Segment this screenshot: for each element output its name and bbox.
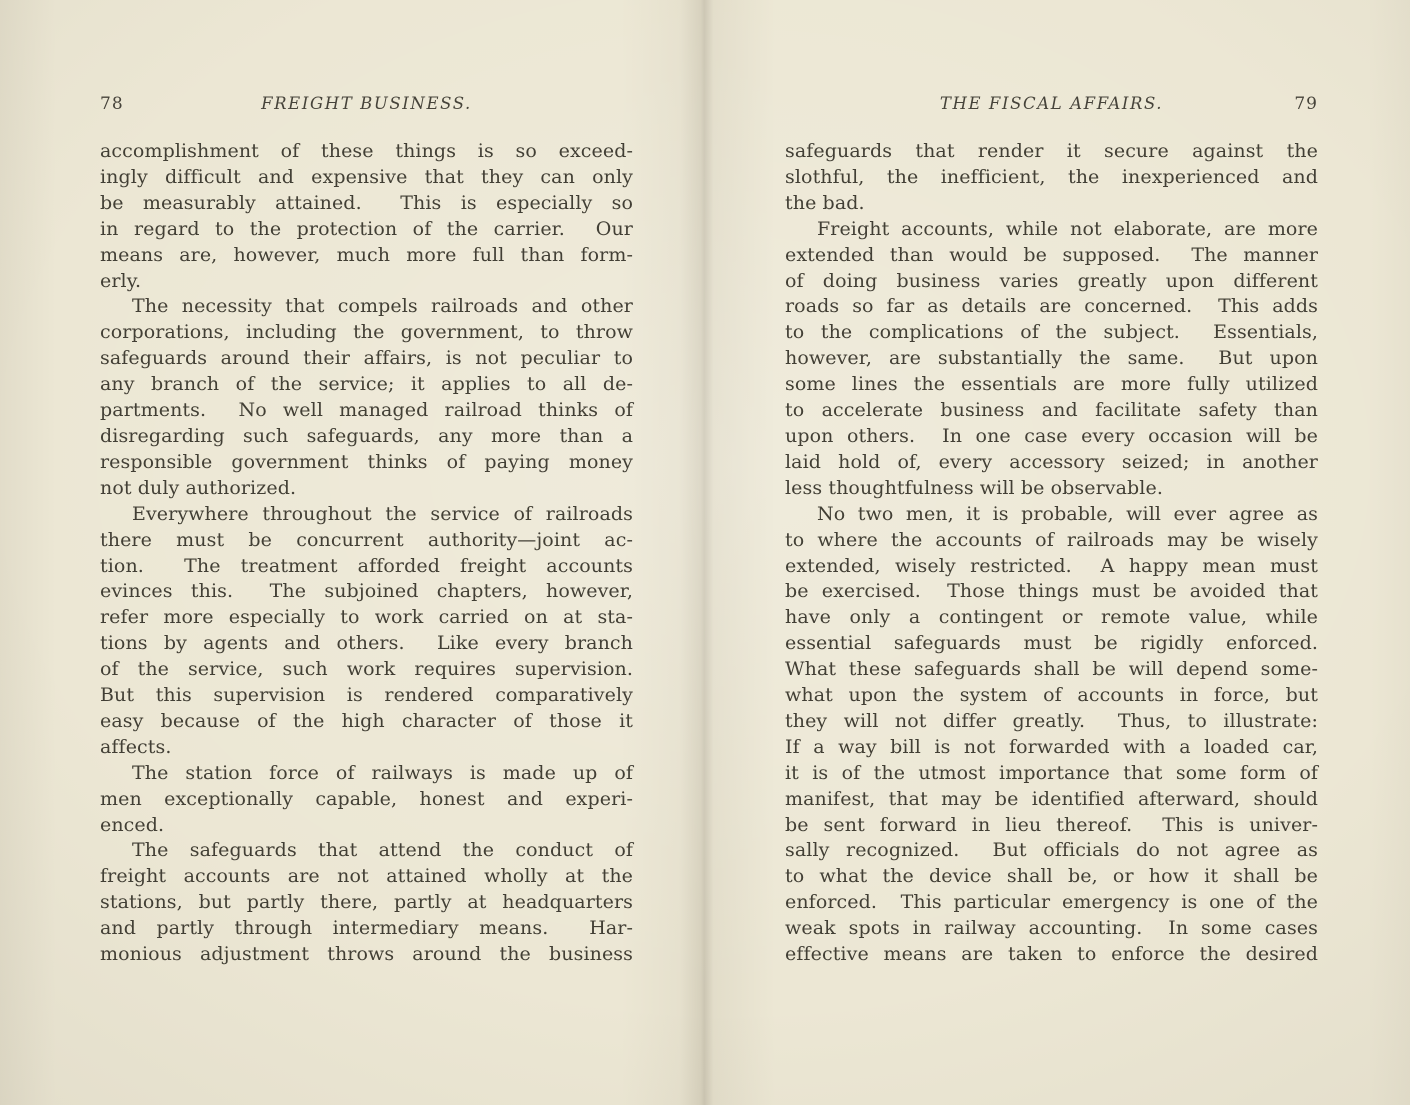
text-line: erly. <box>100 269 142 292</box>
text-line: corporations, including the government, to throw <box>100 321 633 344</box>
text-line: extended, wisely restricted. A happy mean must <box>785 554 1318 577</box>
text-line: there must be concurrent authority—joint ac- <box>100 528 633 551</box>
running-header-right: THE FISCAL AFFAIRS. <box>939 94 1164 113</box>
text-line: be measurably attained. This is especially so <box>100 191 633 214</box>
text-line: any branch of the service; it applies to all de- <box>100 373 633 396</box>
text-line: some lines the essentials are more fully utilized <box>785 373 1318 396</box>
text-line: what upon the system of accounts in force, but <box>785 684 1318 707</box>
text-line: however, are substantially the same. But upon <box>785 347 1318 370</box>
text-line: and partly through intermediary means. Har- <box>100 917 633 940</box>
page-right <box>785 94 1318 968</box>
text-line: essential safeguards must be rigidly enforced. <box>785 632 1318 655</box>
text-line: But this supervision is rendered comparatively <box>100 684 633 707</box>
paragraph <box>100 761 633 839</box>
text-line: responsible government thinks of paying money <box>100 450 633 473</box>
text-line: effective means are taken to enforce the desired <box>785 943 1318 966</box>
text-line: to accelerate business and facilitate safety than <box>785 399 1318 422</box>
text-line: monious adjustment throws around the business <box>100 943 633 966</box>
text-line: What these safeguards shall be will depend some- <box>785 658 1318 681</box>
text-line: manifest, that may be identified afterward, should <box>785 787 1318 810</box>
page-body-right <box>785 139 1318 968</box>
text-line: The necessity that compels railroads and other <box>132 295 633 318</box>
page-header-right <box>785 94 1318 116</box>
text-line: to what the device shall be, or how it shall be <box>785 865 1318 888</box>
text-line: slothful, the inefficient, the inexperienced and <box>785 165 1318 188</box>
text-line: tion. The treatment afforded freight accounts <box>100 554 633 577</box>
text-line: easy because of the high character of those it <box>100 709 633 732</box>
text-line: roads so far as details are concerned. This adds <box>785 295 1318 318</box>
text-line: be sent forward in lieu thereof. This is univer- <box>785 813 1318 836</box>
text-line: upon others. In one case every occasion will be <box>785 424 1318 447</box>
paragraph <box>785 502 1318 968</box>
paragraph <box>100 139 633 294</box>
text-line: they will not differ greatly. Thus, to illustrate: <box>785 709 1318 732</box>
text-line: sally recognized. But officials do not agree as <box>785 839 1318 862</box>
text-line: No two men, it is probable, will ever agree as <box>817 502 1318 525</box>
text-line: If a way bill is not forwarded with a loaded car, <box>785 735 1318 758</box>
text-line: be exercised. Those things must be avoided that <box>785 580 1318 603</box>
text-line: The station force of railways is made up of <box>132 761 633 784</box>
running-header-left: FREIGHT BUSINESS. <box>261 94 472 113</box>
page-header-left <box>100 94 633 116</box>
text-line: partments. No well managed railroad thinks of <box>100 399 633 422</box>
text-line: to the complications of the subject. Essentials, <box>785 321 1318 344</box>
text-line: refer more especially to work carried on at sta- <box>100 606 633 629</box>
text-line: the bad. <box>785 191 865 214</box>
text-line: not duly authorized. <box>100 476 297 499</box>
paragraph <box>785 139 1318 217</box>
text-line: weak spots in railway accounting. In some cases <box>785 917 1318 940</box>
text-line: stations, but partly there, partly at headquarters <box>100 891 633 914</box>
text-line: of doing business varies greatly upon different <box>785 269 1318 292</box>
text-line: freight accounts are not attained wholly at the <box>100 865 633 888</box>
text-line: to where the accounts of railroads may be wisely <box>785 528 1318 551</box>
text-line: it is of the utmost importance that some form of <box>785 761 1318 784</box>
text-line: The safeguards that attend the conduct of <box>132 839 633 862</box>
paragraph <box>100 838 633 968</box>
text-line: ingly difficult and expensive that they can only <box>100 165 633 188</box>
text-line: Everywhere throughout the service of railroads <box>132 502 633 525</box>
text-line: means are, however, much more full than form- <box>100 243 633 266</box>
text-line: tions by agents and others. Like every branch <box>100 632 633 655</box>
text-line: in regard to the protection of the carrier. Our <box>100 217 633 240</box>
text-line: have only a contingent or remote value, while <box>785 606 1318 629</box>
paragraph <box>785 217 1318 502</box>
text-line: accomplishment of these things is so exceed- <box>100 140 633 162</box>
text-line: laid hold of, every accessory seized; in another <box>785 450 1318 473</box>
text-line: evinces this. The subjoined chapters, however, <box>100 580 633 603</box>
text-line: disregarding such safeguards, any more than a <box>100 424 633 447</box>
text-line: less thoughtfulness will be observable. <box>785 476 1163 499</box>
page-left <box>100 94 633 968</box>
paragraph <box>100 502 633 761</box>
paragraph <box>100 294 633 501</box>
text-line: Freight accounts, while not elaborate, are more <box>817 217 1318 240</box>
text-line: men exceptionally capable, honest and experi- <box>100 787 633 810</box>
text-line: extended than would be supposed. The manner <box>785 243 1318 266</box>
text-line: enced. <box>100 813 165 836</box>
text-line: enforced. This particular emergency is one of the <box>785 891 1318 914</box>
text-line: of the service, such work requires supervision. <box>100 658 633 681</box>
text-line: safeguards around their affairs, is not peculiar to <box>100 347 633 370</box>
page-body-left <box>100 139 633 968</box>
text-line: affects. <box>100 735 172 758</box>
text-line: safeguards that render it secure against the <box>785 140 1318 162</box>
page-number-left: 78 <box>100 94 124 114</box>
page-number-right: 79 <box>1294 94 1318 114</box>
